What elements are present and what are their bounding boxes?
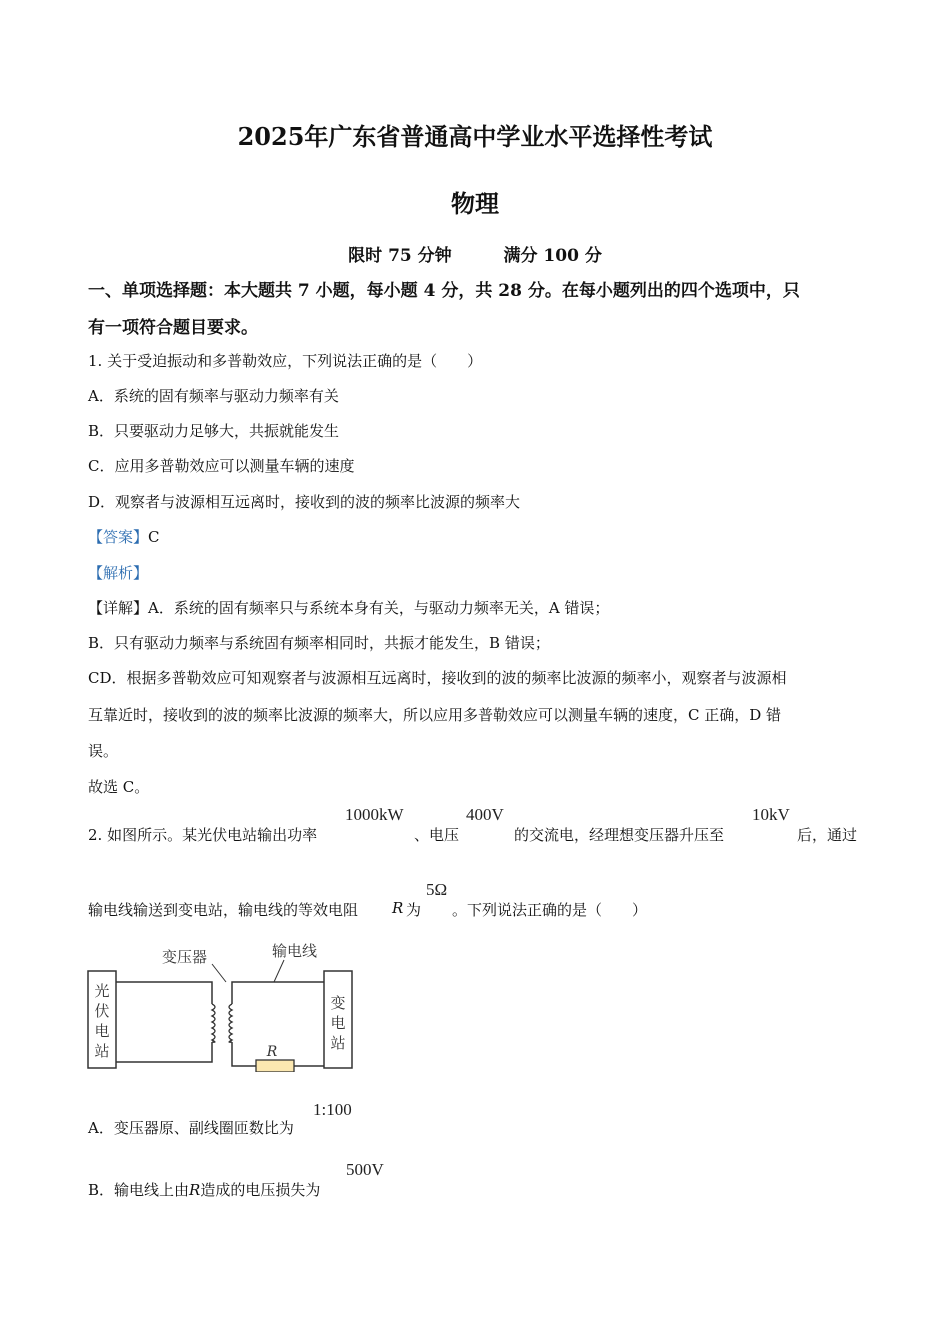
q2-stem-part1: 2. 如图所示。某光伏电站输出功率	[88, 826, 318, 844]
q1-detail-line: 故选 C。	[88, 778, 150, 796]
q1-detail-line: 【详解】A．系统的固有频率只与系统本身有关，与驱动力频率无关，A 错误；	[88, 599, 610, 617]
q1-detail-line: B．只有驱动力频率与系统固有频率相同时，共振才能发生，B 错误；	[88, 634, 550, 652]
q1-option-a: A．系统的固有频率与驱动力频率有关	[88, 387, 339, 405]
q2-option-a-value: 1:100	[313, 1100, 352, 1119]
section-heading-line2: 有一项符合题目要求。	[88, 318, 258, 338]
q2-boosted-value: 10kV	[752, 805, 790, 824]
q2-stem-part4: 后，通过	[797, 826, 858, 844]
q2-option-b-symbol: R	[189, 1181, 201, 1199]
q2-option-b-value: 500V	[346, 1160, 384, 1179]
q1-detail-line: 误。	[88, 742, 119, 760]
q1-detail-line: CD．根据多普勒效应可知观察者与波源相互远离时，接收到的波的频率比波源的频率小，观察者与波源相	[88, 669, 787, 687]
primary-wire-bottom	[116, 1042, 212, 1062]
transformer-label: 变压器	[162, 948, 208, 966]
resistor-label: R	[266, 1044, 278, 1060]
q2-stem-line2-part2: 为	[406, 901, 422, 919]
q2-option-a-text: A．变压器原、副线圈匝数比为	[88, 1119, 294, 1137]
circuit-diagram	[86, 938, 356, 1072]
q2-stem-line2-part1: 输电线输送到变电站，输电线的等效电阻	[88, 901, 359, 919]
pv-char: 光	[94, 982, 110, 1000]
q1-stem: 1. 关于受迫振动和多普勒效应，下列说法正确的是（ ）	[88, 352, 483, 370]
q2-resistor-symbol: R	[392, 899, 404, 917]
q1-option-b: B．只要驱动力足够大，共振就能发生	[88, 422, 340, 440]
secondary-wire-top	[232, 982, 324, 1004]
q2-power-value: 1000kW	[345, 805, 404, 824]
pv-char: 电	[94, 1022, 110, 1040]
resistor	[256, 1060, 294, 1072]
q2-option-b-text1: B．输电线上由	[88, 1181, 190, 1199]
q1-answer	[88, 526, 160, 547]
time-limit: 限时 75 分钟	[348, 246, 452, 266]
secondary-coil	[229, 1004, 232, 1042]
q2-stem-line2-part3: 。下列说法正确的是（ ）	[452, 901, 648, 919]
power-line-label: 输电线	[272, 942, 318, 960]
analysis-label: 【解析】	[88, 564, 149, 582]
q2-option-b	[88, 1179, 320, 1200]
q1-detail-line: 互靠近时，接收到的波的频率比波源的频率大，所以应用多普勒效应可以测量车辆的速度，C 正确，D 错	[88, 706, 782, 724]
pv-char: 伏	[94, 1002, 110, 1020]
pv-char: 站	[94, 1042, 110, 1060]
q2-stem-part2: 、电压	[414, 826, 460, 844]
power-line-leader	[274, 960, 284, 982]
q2-resistance-value: 5Ω	[426, 880, 448, 899]
answer-label: 【答案】	[88, 528, 149, 546]
q2-voltage-value: 400V	[466, 805, 504, 824]
answer-value: C	[148, 528, 160, 546]
exam-title: 2025年广东省普通高中学业水平选择性考试	[237, 122, 713, 151]
q1-option-c: C．应用多普勒效应可以测量车辆的速度	[88, 457, 355, 475]
subject-title: 物理	[451, 189, 499, 218]
substation-char: 变	[330, 994, 346, 1012]
time-score-line	[0, 241, 950, 266]
primary-coil	[212, 1004, 215, 1042]
transformer-leader-line	[212, 964, 226, 982]
q2-option-b-text2: 造成的电压损失为	[200, 1181, 321, 1199]
primary-wire-top	[116, 982, 212, 1004]
secondary-wire-bottom-left	[232, 1042, 256, 1066]
full-score: 满分 100 分	[503, 246, 602, 266]
substation-char: 站	[330, 1034, 346, 1052]
q2-stem-part3: 的交流电，经理想变压器升压至	[514, 826, 725, 844]
q1-option-d: D．观察者与波源相互远离时，接收到的波的频率比波源的频率大	[88, 493, 521, 511]
substation-char: 电	[330, 1014, 346, 1032]
section-heading-line1: 一、单项选择题：本大题共 7 小题，每小题 4 分，共 28 分。在每小题列出的四个选项中，只	[88, 281, 800, 301]
